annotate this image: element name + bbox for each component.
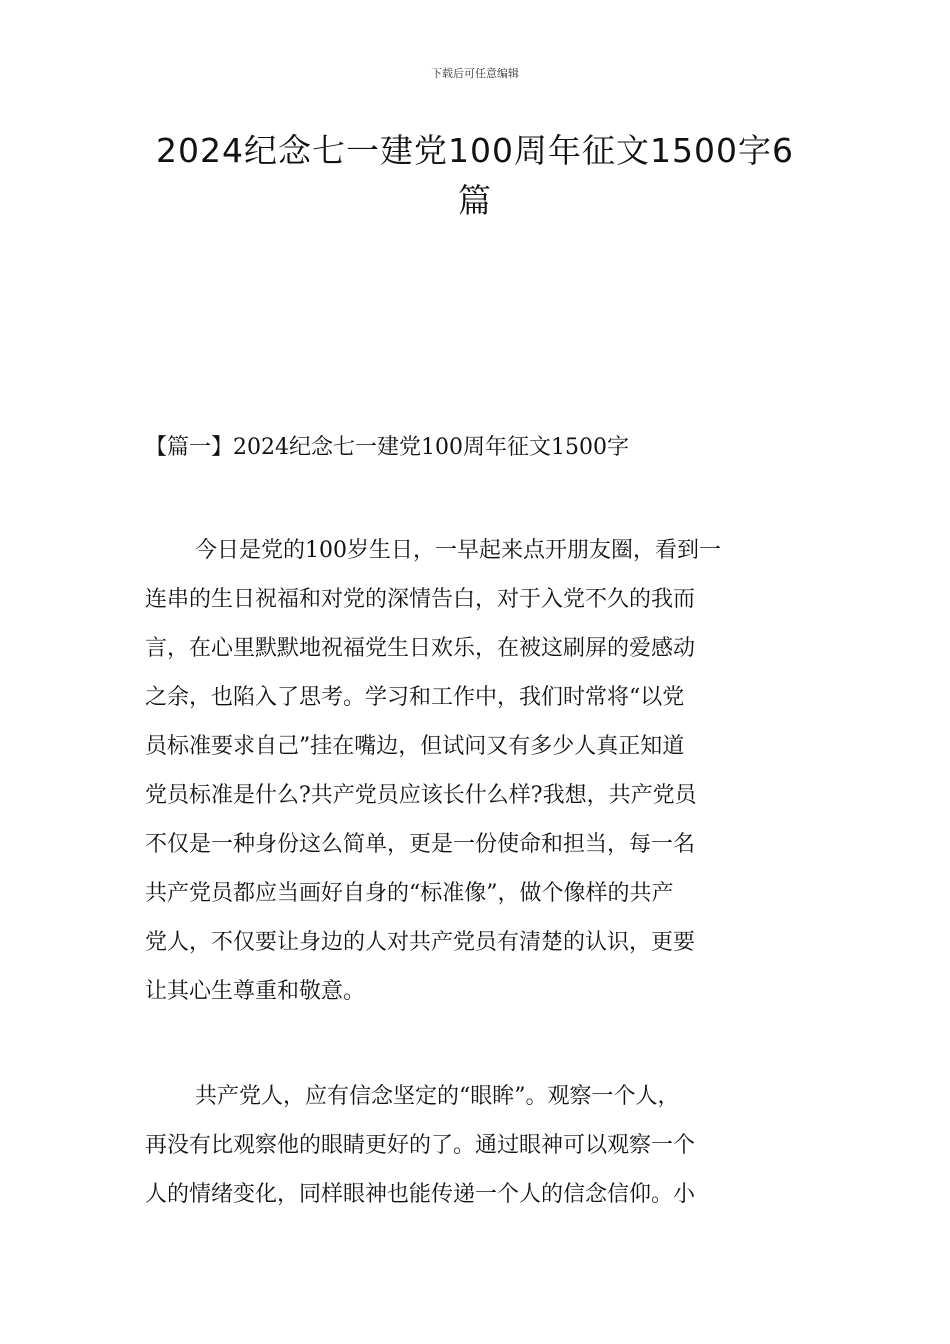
paragraph-line: 共产党人，应有信念坚定的“眼眸”。观察一个人， [195, 1084, 680, 1109]
paragraph-line: 员标准要求自己”挂在嘴边，但试问又有多少人真正知道 [145, 734, 685, 759]
paragraph-line: 党人，不仅要让身边的人对共产党员有清楚的认识，更要 [145, 930, 696, 955]
paragraph-1 [145, 526, 805, 1016]
paragraph-line: 让其心生尊重和敬意。 [145, 979, 366, 1004]
paragraph-2 [145, 1072, 805, 1219]
paragraph-line: 今日是党的100岁生日，一早起来点开朋友圈，看到一 [195, 538, 721, 563]
paragraph-line: 连串的生日祝福和对党的深情告白，对于入党不久的我而 [145, 587, 696, 612]
paragraph-line: 人的情绪变化，同样眼神也能传递一个人的信念信仰。小 [145, 1182, 696, 1207]
paragraph-line: 不仅是一种身份这么简单，更是一份使命和担当，每一名 [145, 832, 696, 857]
paragraph-line: 之余，也陷入了思考。学习和工作中，我们时常将“以党 [145, 685, 685, 710]
paragraph-line: 再没有比观察他的眼睛更好的了。通过眼神可以观察一个 [145, 1133, 696, 1158]
section-heading: 【篇一】2024纪念七一建党100周年征文1500字 [145, 435, 629, 460]
paragraph-line: 言，在心里默默地祝福党生日欢乐，在被这刷屏的爱感动 [145, 636, 696, 661]
watermark-text: 下载后可任意编辑 [431, 67, 519, 80]
paragraph-line: 共产党员都应当画好自身的“标准像”，做个像样的共产 [145, 881, 674, 906]
document-title: 2024纪念七一建党100周年征文1500字6篇 [156, 131, 794, 220]
paragraph-line: 党员标准是什么?共产党员应该长什么样?我想，共产党员 [145, 783, 697, 808]
